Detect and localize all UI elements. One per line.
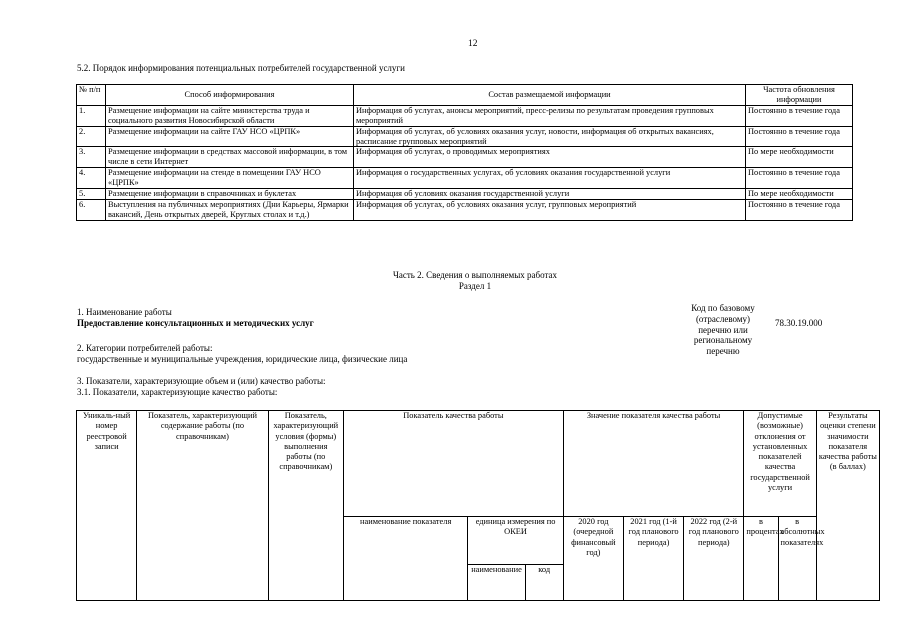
header-frequency: Частота обновления информации: [746, 85, 853, 106]
row-frequency: Постоянно в течение года: [746, 126, 853, 147]
col-quality: Показатель качества работы: [343, 411, 563, 517]
row-frequency: По мере необходимости: [746, 189, 853, 200]
row-method: Размещение информации на сайте ГАУ НСО «ЦРПК»: [106, 126, 354, 147]
sub-unit-code: код: [525, 565, 563, 601]
table-row: [77, 199, 853, 220]
section-title: Раздел 1: [458, 281, 492, 291]
table-header-row: [77, 85, 853, 106]
row-content: Информация о государственных услугах, об условиях оказания государственной услуги: [354, 168, 746, 189]
header-content: Состав размещаемой информации: [354, 85, 746, 106]
page-number: 12: [468, 39, 478, 49]
row-method: Размещение информации в справочниках и буклетах: [106, 189, 354, 200]
table-row: [77, 189, 853, 200]
col-registry: Уникаль-ный номер реестровой записи: [77, 411, 137, 601]
col-value: Значение показателя качества работы: [563, 411, 744, 517]
col-deviation: Допустимые (возможные) отклонения от установленных показателей качества государственной услуги: [744, 411, 816, 517]
row-frequency: По мере необходимости: [746, 147, 853, 168]
table-row: [77, 147, 853, 168]
table-row: [77, 105, 853, 126]
sub-unit: единица измерения по ОКЕИ: [468, 517, 563, 565]
row-content: Информация об услугах, анонсы мероприятий, пресс-релизы по результатам проведения групповых мероприятий: [354, 105, 746, 126]
section-5-2-heading: 5.2. Порядок информирования потенциальных потребителей государственной услуги: [77, 63, 405, 73]
indicators-sublabel: 3.1. Показатели, характеризующие качество работы:: [77, 387, 278, 397]
categories-value: государственные и муниципальные учреждения, юридические лица, физические лица: [77, 354, 408, 364]
work-name-label: 1. Наименование работы: [77, 307, 172, 317]
sub-2020: 2020 год (очередной финансовый год): [563, 517, 623, 601]
sub-indicator-name: наименование показателя: [343, 517, 467, 601]
table-row: [77, 126, 853, 147]
row-frequency: Постоянно в течение года: [746, 199, 853, 220]
row-frequency: Постоянно в течение года: [746, 168, 853, 189]
row-num: 5.: [77, 189, 106, 200]
sub-2022: 2022 год (2-й год планового периода): [684, 517, 744, 601]
sub-percent: в процентах: [744, 517, 778, 601]
row-content: Информация об услугах, о проводимых мероприятиях: [354, 147, 746, 168]
code-label: Код по базовому (отраслевому) перечню или региональному перечню: [691, 303, 755, 357]
row-frequency: Постоянно в течение года: [746, 105, 853, 126]
quality-table: [76, 410, 880, 601]
table-row: [77, 168, 853, 189]
row-num: 1.: [77, 105, 106, 126]
indicators-label: 3. Показатели, характеризующие объем и (или) качество работы:: [77, 376, 326, 386]
row-num: 3.: [77, 147, 106, 168]
sub-unit-name: наименование: [468, 565, 525, 601]
col-conditions: Показатель, характеризующий условия (формы) выполнения работы (по справочникам): [268, 411, 343, 601]
row-method: Выступления на публичных мероприятиях (Дни Карьеры, Ярмарки вакансий, День открытых дверей, Круглых столах и т.д.): [106, 199, 354, 220]
header-num: № п/п: [77, 85, 106, 106]
information-table: [76, 84, 853, 221]
row-method: Размещение информации на стенде в помещении ГАУ НСО «ЦРПК»: [106, 168, 354, 189]
sub-2021: 2021 год (1-й год планового периода): [623, 517, 683, 601]
code-value: 78.30.19.000: [775, 318, 823, 328]
sub-absolute: в абсолютных показателях: [778, 517, 816, 601]
row-method: Размещение информации в средствах массовой информации, в том числе в сети Интернет: [106, 147, 354, 168]
row-num: 4.: [77, 168, 106, 189]
row-content: Информация об услугах, об условиях оказания услуг, групповых мероприятий: [354, 199, 746, 220]
header-method: Способ информирования: [106, 85, 354, 106]
part-title: Часть 2. Сведения о выполняемых работах: [393, 270, 557, 280]
col-content: Показатель, характеризующий содержание работы (по справочникам): [137, 411, 268, 601]
row-method: Размещение информации на сайте министерства труда и социального развития Новосибирской области: [106, 105, 354, 126]
categories-label: 2. Категории потребителей работы:: [77, 343, 213, 353]
col-result: Результаты оценки степени значимости показателя качества работы (в баллах): [816, 411, 879, 601]
row-num: 6.: [77, 199, 106, 220]
work-name-value: Предоставление консультационных и методических услуг: [77, 318, 314, 328]
row-num: 2.: [77, 126, 106, 147]
row-content: Информация об услугах, об условиях оказания услуг, новости, информация об открытых вакансиях, расписание групповых мероприятий: [354, 126, 746, 147]
row-content: Информация об условиях оказания государственной услуги: [354, 189, 746, 200]
